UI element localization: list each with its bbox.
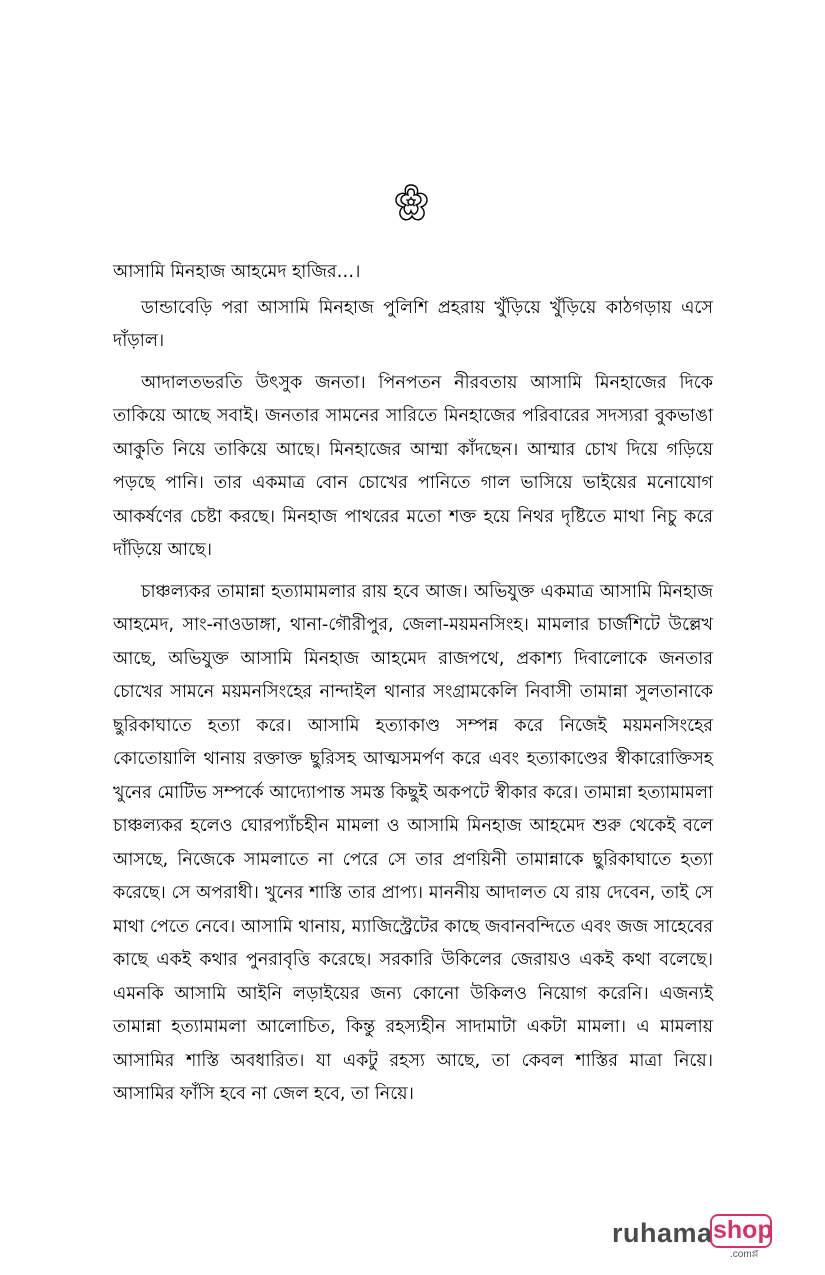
paragraph: আদালতভরতি উৎসুক জনতা। পিনপতন নীরবতায় আসামি মিনহাজের দিকে তাকিয়ে আছে সবাই। জনতার সামনের সারিতে মিনহাজের পরিবারের সদস্যরা বুকভাঙা আকুতি নিয়ে তাকিয়ে আছে। মিনহাজের আম্মা কাঁদছেন। আম্মার চোখ দিয়ে গড়িয়ে পড়ছে পানি। তার একমাত্র বোন চোখের পানিতে গাল ভাসিয়ে ভাইয়ের মনোযোগ আকর্ষণের চেষ্টা করছে। মিনহাজ পাথরের মতো শক্ত হয়ে নিথর দৃষ্টিতে মাথা নিচু করে দাঁড়িয়ে আছে।	[113, 372, 713, 560]
watermark-logo	[612, 1212, 782, 1262]
paragraph: ডান্ডাবেড়ি পরা আসামি মিনহাজ পুলিশি প্রহরায় খুঁড়িয়ে খুঁড়িয়ে কাঠগড়ায় এসে দাঁড়াল।	[113, 297, 713, 351]
body-text	[113, 256, 713, 1112]
watermark-brand-left: ruhama	[612, 1218, 713, 1248]
watermark-brand-right: shop	[713, 1216, 773, 1244]
paragraph: আসামি মিনহাজ আহমেদ হাজির…।	[113, 262, 361, 282]
flower-ornament-icon	[388, 180, 434, 226]
paragraph: চাঞ্চল্যকর তামান্না হত্যামামলার রায় হবে আজ। অভিযুক্ত একমাত্র আসামি মিনহাজ আহমেদ, সাং-নাওডাঙ্গা, থানা-গৌরীপুর, জেলা-ময়মনসিংহ। মামলার চার্জশিটে উল্লেখ আছে, অভিযুক্ত আসামি মিনহাজ আহমেদ রাজপথে, প্রকাশ্য দিবালোকে জনতার চোখের সামনে ময়মনসিংহের নান্দাইল থানার সংগ্রামকেলি নিবাসী তামান্না সুলতানাকে ছুরিকাঘাতে হত্যা করে। আসামি হত্যাকাণ্ড সম্পন্ন করে নিজেই ময়মনসিংহের কোতোয়ালি থানায় রক্তাক্ত ছুরিসহ আত্মসমর্পণ করে এবং হত্যাকাণ্ডের স্বীকারোক্তিসহ খুনের মোটিভ সম্পর্কে আদ্যোপান্ত সমস্ত কিছুই অকপটে স্বীকার করে। তামান্না হত্যামামলা চাঞ্চল্যকর হলেও ঘোরপ্যাঁচহীন মামলা ও আসামি মিনহাজ আহমেদ শুরু থেকেই বলে আসছে, নিজেকে সামলাতে না পেরে সে তার প্রণয়িনী তামান্নাকে ছুরিকাঘাতে হত্যা করেছে। সে অপরাধী। খুনের শাস্তি তার প্রাপ্য। মাননীয় আদালত যে রায় দেবেন, তাই সে মাথা পেতে নেবে। আসামি থানায়, ম্যাজিস্ট্রেটের কাছে জবানবন্দিতে এবং জজ সাহেবের কাছে একই কথার পুনরাবৃত্তি করেছে। সরকারি উকিলের জেরায়ও একই কথা বলেছে। এমনকি আসামি আইনি লড়াইয়ের জন্য কোনো উকিলও নিয়োগ করেনি। এজন্যই তামান্না হত্যামামলা আলোচিত, কিন্তু রহস্যহীন সাদামাটা একটা মামলা। এ মামলায় আসামির শাস্তি অবধারিত। যা একটু রহস্য আছে, তা কেবল শাস্তির মাত্রা নিয়ে। আসামির ফাঁসি হবে না জেল হবে, তা নিয়ে।	[113, 581, 713, 1104]
watermark-domain: .comপ্ল	[730, 1249, 759, 1260]
